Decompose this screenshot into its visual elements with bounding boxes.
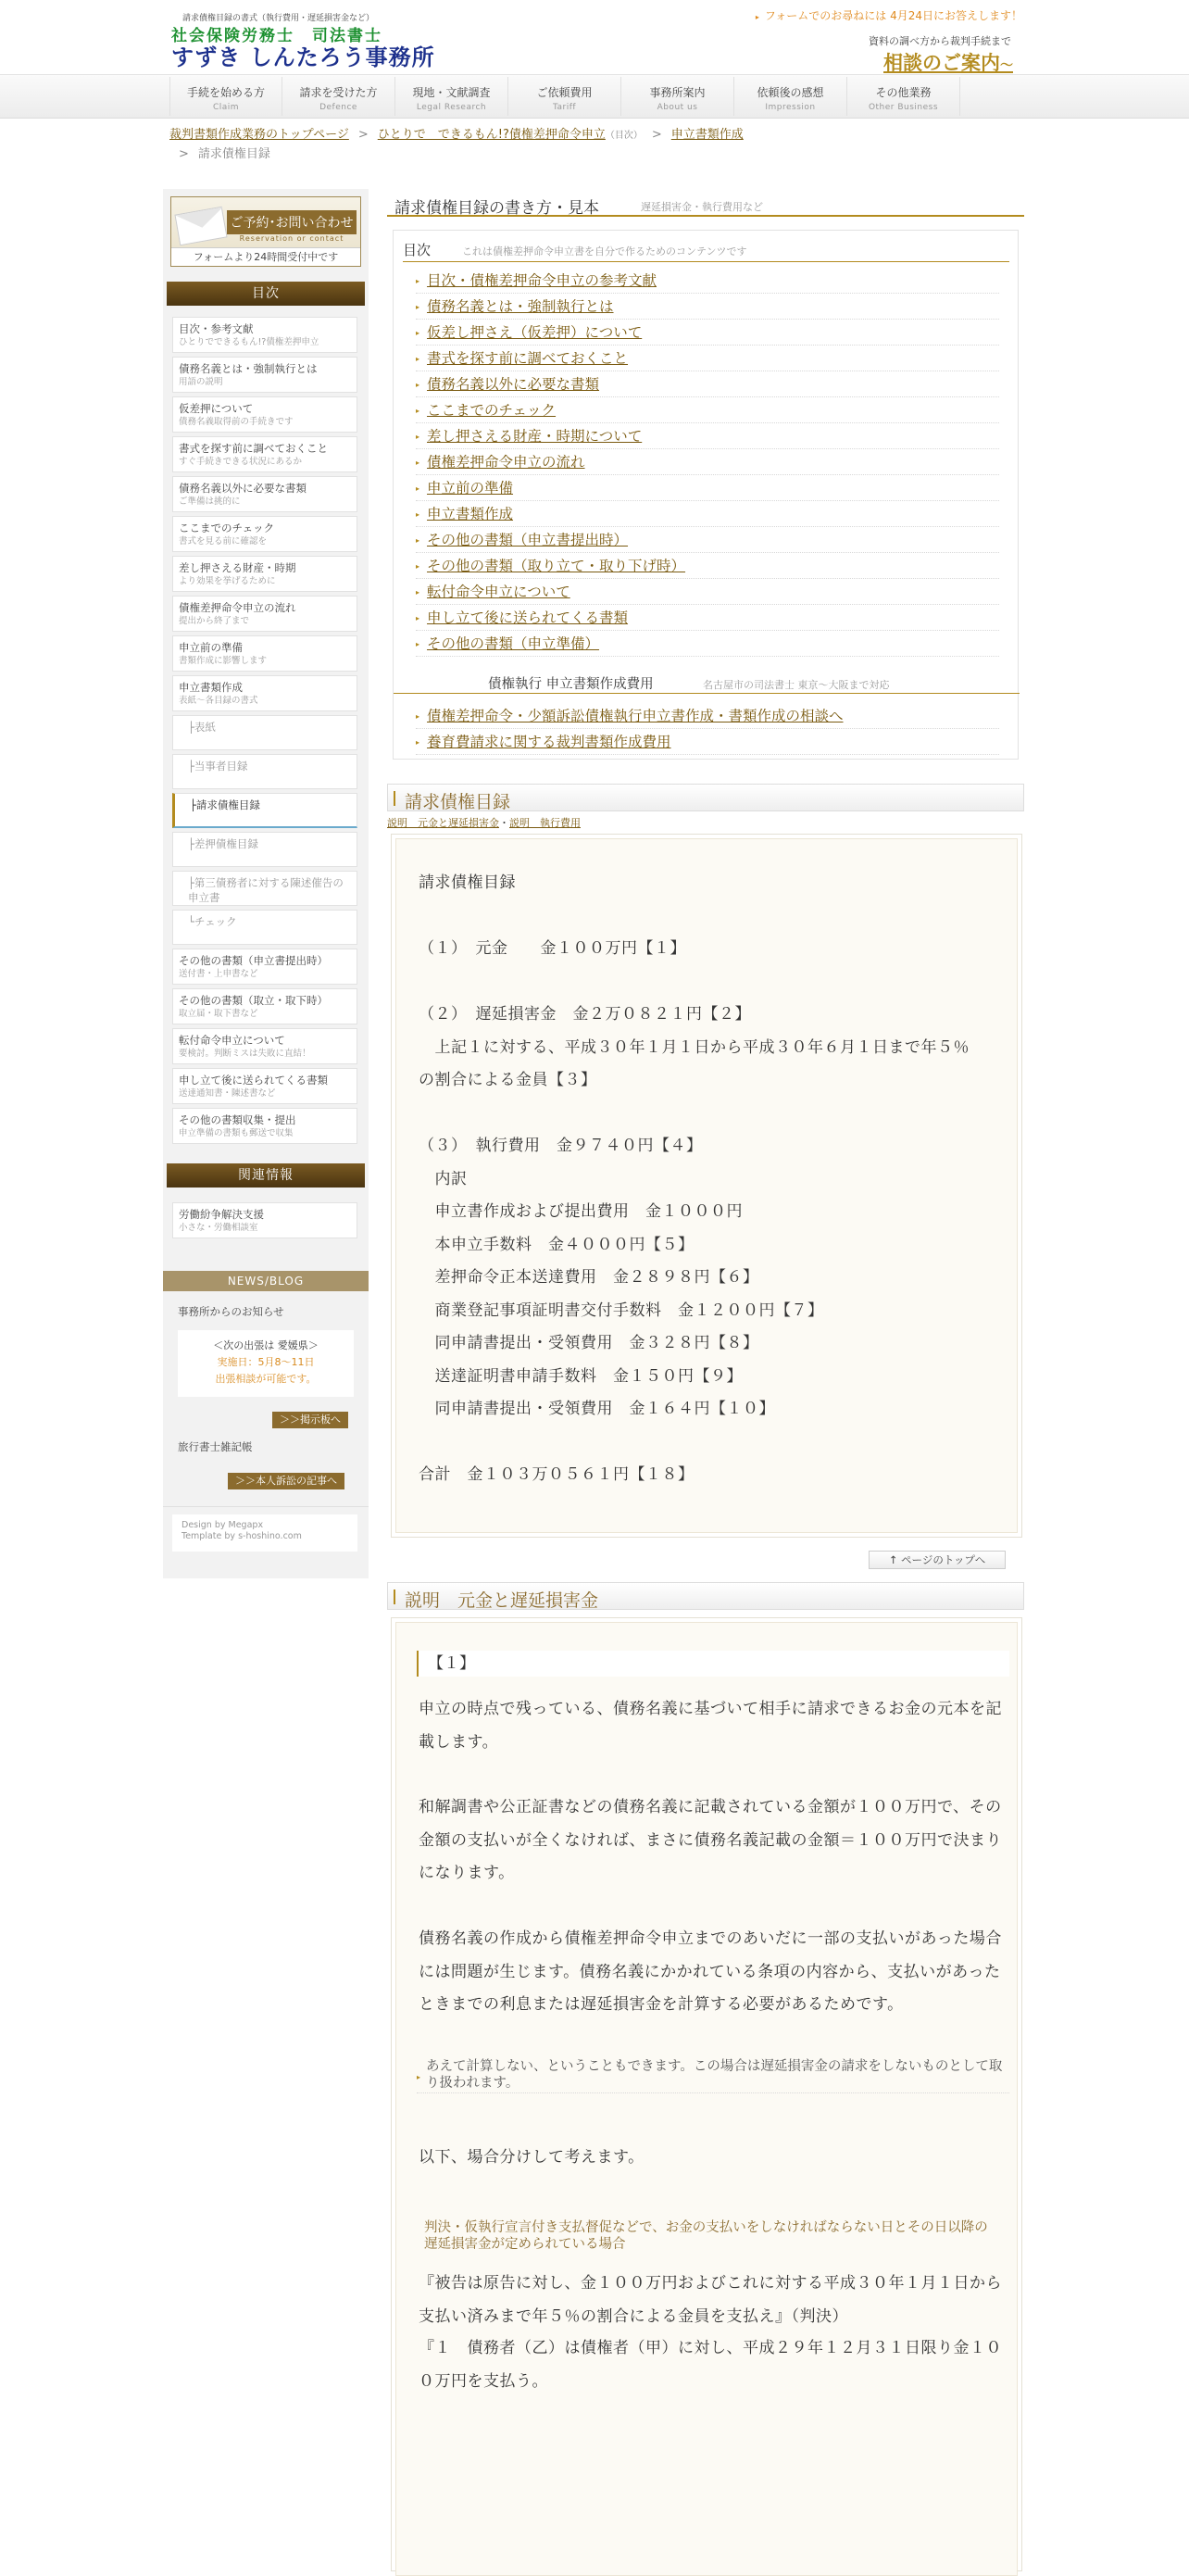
doc-line [419,966,995,999]
page-subtitle: 遅延損害金・執行費用など [641,201,763,213]
link-cost-explanation[interactable]: 説明 執行費用 [509,817,581,829]
doc-line: 請求債権目録 [419,873,516,892]
sidebar-item[interactable] [172,1028,357,1064]
list-item [416,371,999,397]
doc-line: 合計 金１０３万０５６１円【１８】 [419,1465,695,1484]
doc-line: 内訳 [419,1169,468,1188]
news-notice [178,1330,354,1397]
bullet-icon: ▸ [416,458,420,467]
sidebar-item-label: 目次・参考文献 [179,322,254,335]
explanation-subheading: 判決・仮執行宣言付き支払督促などで、お金の支払いをしなければならない日とその日以降の遅延損害金が定められている場合 [424,2220,988,2252]
nav-sublabel: Other Business [868,103,939,112]
list-item [416,268,999,294]
sidebar-item[interactable] [172,317,357,353]
toc-link[interactable]: 債務名義以外に必要な書類 [427,376,600,393]
list-item [416,475,999,501]
news-box [163,1291,369,1487]
sidebar-item-sub: ひとりでできるもん!?債権差押申立 [179,337,319,347]
toc-link[interactable]: 申立前の準備 [427,480,514,496]
doc-line: 申立書作成および提出費用 金１０００円 [419,1202,743,1221]
service-link[interactable]: 養育費請求に関する裁判書類作成費用 [427,734,671,750]
nav-label: その他業務 [875,86,932,99]
toc-link[interactable]: 目次・債権差押命令申立の参考文献 [427,272,657,289]
sidebar-item-sub: 用語の説明 [179,377,223,387]
breadcrumb [169,126,744,164]
contact-title: ご予約･お問い合わせ [227,210,357,234]
breadcrumb-sep: > [357,128,369,142]
sidebar-item[interactable] [172,1068,357,1104]
sidebar-item-sub: すぐ手続きできる状況にあるか [179,457,303,467]
contact-banner[interactable] [170,196,361,267]
list-item [416,346,999,371]
bullet-icon: ▸ [416,328,420,337]
sidebar-item-label: 仮差押について [179,402,254,415]
doc-line: 本申立手数料 金４０００円【５】 [419,1235,695,1254]
consult-subtitle: 資料の調べ方から裁判手続まで [869,35,1011,47]
sidebar-item[interactable] [172,635,357,672]
sidebar-subitem-label: ├表紙 [188,721,216,734]
doc-line: （１） 元金 金１００万円【１】 [419,939,686,958]
page-top-button[interactable] [869,1551,1006,1569]
breadcrumb-note: （目次） [605,131,643,141]
sidebar-subitem[interactable] [172,871,357,906]
sidebar-item-sub: 提出から終了まで [179,616,250,626]
sidebar-subitem-label: ├第三債務者に対する陳述催告の申立書 [188,876,344,904]
toc-link[interactable]: その他の書類（申立準備） [427,635,600,652]
sidebar-item[interactable] [172,516,357,552]
design-by: Design by [181,1520,226,1530]
list-item [416,449,999,475]
nav-sublabel: Tariff [552,103,577,112]
news-line-3: 出張相談が可能です。 [215,1373,317,1385]
claim-list-document [391,834,1022,1538]
toc-description: これは債権差押命令申立書を自分で作るためのコンテンツです [462,245,747,258]
nav-sublabel: Defence [319,103,357,112]
envelope-icon [174,207,227,246]
toc-link[interactable]: 転付命令申立について [427,584,570,600]
sidebar [163,189,369,1578]
sidebar-item-sub: 送達通知書・陳述書など [179,1088,276,1099]
doc-line [419,1426,995,1460]
explanation-paragraph: 以下、場合分けして考えます。 [419,2148,645,2167]
toc-link[interactable]: 債務名義とは・強制執行とは [427,298,614,315]
nav-claim[interactable] [169,77,282,116]
related-list [172,1202,357,1242]
sidebar-item-sub: 書式を見る前に確認を [179,536,268,547]
site-logo[interactable]: すずき しんたろう事務所 [171,44,435,70]
nav-sublabel: Claim [212,103,240,112]
toc-link[interactable]: 債権差押命令申立の流れ [427,454,585,471]
bullet-icon: ▸ [416,406,420,415]
sidebar-item[interactable] [172,675,357,711]
toc-link[interactable]: 申し立て後に送られてくる書類 [427,609,629,626]
news-label-2: 旅行書士雑記帳 [178,1440,253,1453]
doc-line [419,900,995,934]
nav-sublabel: About us [657,103,698,112]
doc-line: の割合による金員【３】 [419,1071,597,1089]
link-separator: ・ [499,817,509,829]
page-title-row [387,189,1024,217]
sidebar-item-sub: 取立届・取下書など [179,1009,258,1019]
sidebar-item-sub: より効果を挙げるために [179,576,276,586]
bullet-icon: ▸ [416,737,420,747]
template-by: Template by [181,1531,236,1541]
bullet-icon: ▸ [416,302,420,311]
sidebar-item[interactable] [172,1108,357,1144]
nav-other[interactable] [847,77,960,116]
sidebar-item-label: 申し立て後に送られてくる書類 [179,1074,328,1087]
sidebar-item-sub: 送付書・上申書など [179,969,258,979]
related-item-label: 労働紛争解決支援 [179,1208,264,1221]
toc-heading: 目次 [403,242,432,258]
section-title: 請求債権目録 [405,792,511,812]
explanation-note [417,2058,1009,2093]
list-item [416,501,999,527]
nav-label: 現地・文献調査 [412,86,491,99]
explanation-paragraph: 申立の時点で残っている、債務名義に基づいて相手に請求できるお金の元本を記載します。 [419,1700,1002,1752]
sidebar-subitem-label: ├請求債権目録 [190,798,260,811]
explanation-paragraph: 『被告は原告に対し、金１００万円およびこれに対する平成３０年１月１日から支払い済みまで年５％の割合による金員を支払え』（判決） [419,2274,1002,2326]
site-header [0,0,1189,74]
nav-sublabel: Legal Research [416,103,487,112]
articles-button[interactable]: ＞＞本人訴訟の記事へ [228,1473,344,1489]
section-links [387,815,581,830]
service-heading-row [394,666,1020,694]
nav-label: 請求を受けた方 [299,86,378,99]
list-item [416,631,999,657]
main-nav [0,74,1189,119]
sidebar-item[interactable] [172,556,357,592]
design-credit-line [181,1520,348,1531]
sidebar-item[interactable] [172,596,357,632]
bullet-icon: ▸ [416,432,420,441]
explanation-number: 【１】 [417,1651,1009,1677]
sidebar-item[interactable] [172,357,357,393]
section-heading-explanation [387,1582,1024,1610]
doc-line [419,1098,995,1131]
list-item [416,729,999,755]
explanation-paragraph: 債務名義の作成から債権差押命令申立までのあいだに一部の支払いがあった場合には問題が生じます。債務名義にかかれている条項の内容から、支払いがあったときまでの利息または遅延損害金を計算する必要があるためです。 [419,1929,1002,2014]
toc-box [393,230,1019,760]
toc-box-title [403,236,1009,262]
toc-link[interactable]: 書式を探す前に調べておくこと [427,350,629,367]
form-notice[interactable] [756,7,1022,23]
bullet-icon: ▸ [416,587,420,597]
bullet-icon: ▸ [416,535,420,545]
nav-label: 事務所案内 [649,86,706,99]
sidebar-item-sub: 申立準備の書類も郵送で収集 [179,1128,294,1138]
section-heading-claim-list [387,784,1024,811]
doc-line: 送達証明書申請手数料 金１５０円【９】 [419,1366,743,1386]
consult-link-text[interactable]: 相談のご案内 [883,52,1000,74]
news-line-1: ＜次の出張は 愛媛県＞ [213,1339,319,1351]
nav-label: ご依頼費用 [536,86,593,99]
sidebar-toc-header: 目次 [167,282,365,306]
sidebar-subitem[interactable] [172,832,357,867]
list-item [416,423,999,449]
sidebar-item-label: 債権差押命令申立の流れ [179,601,296,614]
consult-link[interactable] [883,48,1013,76]
consult-tilde: 〜 [1000,58,1013,73]
sidebar-item-label: その他の書類（取立・取下時） [179,994,328,1007]
list-item [416,703,999,729]
link-principal-explanation[interactable]: 説明 元金と遅延損害金 [387,817,499,829]
nav-about[interactable] [621,77,734,116]
sidebar-item[interactable] [172,396,357,433]
form-notice-text[interactable]: フォームでのお尋ねには 4月24日にお答えします！ [764,9,1022,22]
sidebar-item-sub: 表紙～各目録の書式 [179,696,258,706]
sidebar-subitem-label: └チェック [188,915,237,928]
nav-impression[interactable] [734,77,847,116]
design-name[interactable]: Megapx [228,1520,264,1530]
breadcrumb-current: 請求債権目録 [197,147,270,161]
sidebar-item-label: 債務名義とは・強制執行とは [179,362,318,375]
sidebar-subitem[interactable] [172,715,357,750]
bullet-icon: ▸ [416,711,420,721]
sidebar-item-label: 転付命令申立について [179,1034,285,1047]
related-header: 関連情報 [167,1163,365,1187]
sidebar-item-sub: 債務名義取得前の手続きです [179,417,294,427]
explanation-box [391,1617,1022,2571]
explanation-paragraph: 和解調書や公正証書などの債務名義に記載されている金額が１００万円で、その金額の支払いが全くなければ、まさに債務名義記載の金額＝１００万円で決まりになります。 [419,1798,1002,1882]
sidebar-item-label: その他の書類（申立書提出時） [179,954,328,967]
doc-line: （２） 遅延損害金 金２万０８２１円【２】 [419,1005,751,1024]
nav-label: 手続を始める方 [186,86,265,99]
note-text: あえて計算しない、ということもできます。この場合は遅延損害金の請求をしないものとして取り扱われます。 [426,2059,1003,2091]
bullet-icon: ▸ [416,509,420,519]
sidebar-subitem-label: ├差押債権目録 [188,837,258,850]
doc-line: 商業登記事項証明書交付手数料 金１２００円【７】 [419,1301,824,1320]
toc-link[interactable]: その他の書類（申立書提出時） [427,532,629,548]
list-item [416,579,999,605]
breadcrumb-sep: > [179,147,189,161]
sidebar-item-sub: 書類作成に影響します [179,656,268,666]
nav-tariff[interactable] [508,77,621,116]
toc-link[interactable]: 申立書類作成 [427,506,514,522]
sidebar-item[interactable] [172,949,357,985]
list-item [416,553,999,579]
list-item [416,294,999,320]
site-tagline: 請求債権目録の書式（執行費用・遅延損害金など） [182,14,375,23]
bbs-button[interactable]: ＞＞掲示板へ [272,1412,348,1428]
sidebar-item-sub: ご準備は挑的に [179,496,241,507]
sidebar-item-sub: 要検討。判断ミスは失敗に直結！ [179,1049,311,1059]
sidebar-subitem[interactable] [172,754,357,789]
bullet-icon: ▸ [416,380,420,389]
sidebar-toc [172,317,357,1148]
toc-link[interactable]: 差し押さえる財産・時期について [427,428,643,445]
sidebar-item[interactable] [172,988,357,1024]
bullet-icon: ▸ [416,484,420,493]
template-name[interactable]: s-hoshino.com [238,1531,302,1541]
heading-bar [394,1590,395,1604]
template-credit-line [181,1531,348,1542]
sidebar-subitem-label: ├当事者目録 [188,760,248,773]
nav-sublabel: Impression [765,103,816,112]
sidebar-item-label: 申立書類作成 [179,681,243,694]
page-top-label: ページのトップへ [901,1553,986,1566]
bullet-icon: ▸ [416,639,420,648]
list-item [416,320,999,346]
sidebar-subitem-active[interactable] [172,793,357,828]
bullet-icon: ▸ [416,276,420,285]
service-link[interactable]: 債権差押命令・少額訴訟債権執行申立書作成・書類作成の相談へ [427,708,844,724]
service-description: 名古屋市の司法書士 東京～大阪まで対応 [703,679,890,691]
bullet-icon: ▸ [416,561,420,571]
bullet-icon: ▸ [416,613,420,622]
doc-line: 同申請書提出・受領費用 金３２８円【８】 [419,1334,759,1352]
arrow-icon: ▸ [755,13,759,21]
breadcrumb-sep: > [651,128,662,142]
breadcrumb-home[interactable]: 裁判書類作成業務のトップページ [169,128,349,142]
service-links [416,703,999,755]
toc-link[interactable]: その他の書類（取り立て・取り下げ時） [427,558,686,574]
contact-footer: フォームより24時間受付中です [171,247,360,266]
sidebar-item-label: 申立前の準備 [179,641,243,654]
heading-bar [394,791,395,806]
bullet-icon: ▸ [417,2073,421,2081]
news-header: NEWS/BLOG [163,1271,369,1291]
page-title: 請求債権目録の書き方・見本 [394,199,599,218]
design-credit [163,1506,369,1558]
sidebar-item-label: その他の書類収集・提出 [179,1113,296,1126]
toc-links [416,268,999,657]
list-item [416,605,999,631]
breadcrumb-level3[interactable]: 申立書類作成 [670,128,744,142]
related-item-labor[interactable] [172,1202,357,1238]
sidebar-item-label: 書式を探す前に調べておくこと [179,442,328,455]
breadcrumb-level2[interactable]: ひとりで できるもん!?債権差押命令申立 [377,128,606,142]
nav-defence[interactable] [282,77,395,116]
doc-line: 上記１に対する、平成３０年１月１日から平成３０年６月１日まで年５％ [419,1037,970,1057]
related-item-sub: 小さな・労働相談室 [179,1223,258,1233]
nav-label: 依頼後の感想 [757,86,824,99]
sidebar-subitem[interactable] [172,910,357,945]
doc-line: 差押命令正本送達費用 金２８９８円【６】 [419,1268,759,1287]
news-label: 事務所からのお知らせ [178,1305,284,1318]
bullet-icon: ▸ [416,354,420,363]
doc-line: 同申請書提出・受領費用 金１６４円【１０】 [419,1400,775,1418]
section-title: 説明 元金と遅延損害金 [405,1590,599,1611]
logo-subtitle[interactable]: 社会保険労務士 司法書士 [171,27,382,45]
contact-subtitle: Reservation or contact [239,234,344,243]
sidebar-item-label: ここまでのチェック [179,521,275,534]
list-item [416,527,999,553]
toc-link[interactable]: ここまでのチェック [427,402,557,419]
list-item [416,397,999,423]
up-arrow-icon: ↑ [888,1553,902,1566]
doc-line: （３） 執行費用 金９７４０円【４】 [419,1137,703,1155]
news-line-2: 実施日：5月8～11日 [217,1356,315,1368]
toc-link[interactable]: 仮差し押さえ（仮差押）について [427,324,643,341]
nav-legal-research[interactable] [395,77,508,116]
sidebar-item-label: 債務名義以外に必要な書類 [179,482,307,495]
explanation-paragraph: 『１ 債務者（乙）は債権者（甲）に対し、平成２９年１２月３１日限り金１００万円を支払う。 [419,2339,1002,2391]
service-heading: 債権執行 申立書類作成費用 [488,677,654,692]
sidebar-item[interactable] [172,476,357,512]
sidebar-item[interactable] [172,436,357,472]
sidebar-item-label: 差し押さえる財産・時期 [179,561,296,574]
